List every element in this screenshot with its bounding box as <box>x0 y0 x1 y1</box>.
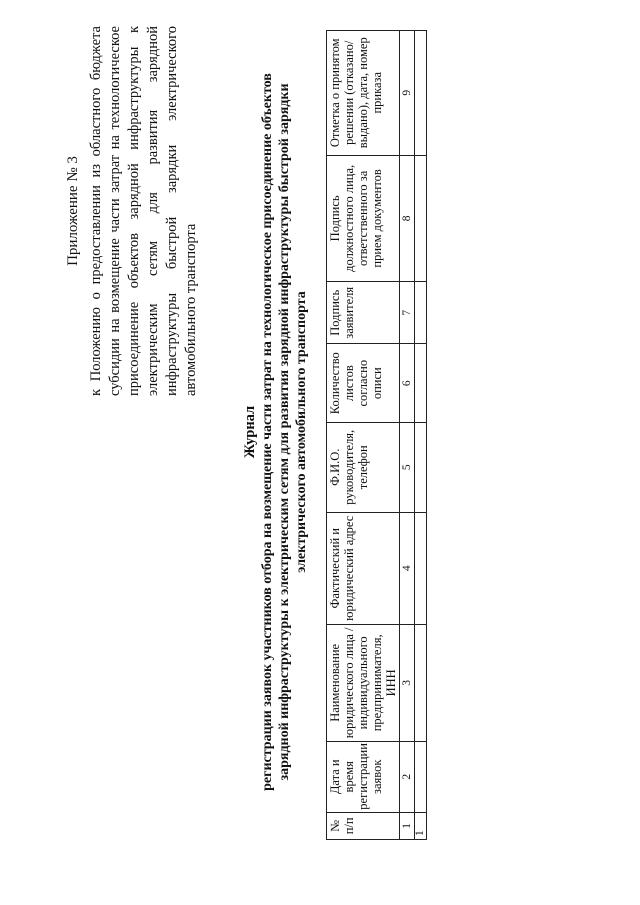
header-cell: Подпись должностного лица, ответственного за прием документов <box>327 155 400 282</box>
table-row <box>415 31 427 840</box>
table-cell <box>415 423 427 513</box>
header-cell: Фактический и юридический адрес <box>327 512 400 624</box>
journal-subtitle: регистрации заявок участников отбора на возмещение части затрат на технологическое присоединение объектов зарядной инфраструктуры к электрическим сетям для развития зарядной инфраструктуры быстрой зарядки электрического автомобильного транспорта <box>260 73 309 791</box>
column-number: 5 <box>400 423 415 513</box>
table-cell <box>415 155 427 282</box>
column-number: 3 <box>400 624 415 741</box>
header-cell: Ф.И.О. руководителя, телефон <box>327 423 400 513</box>
table-cell: 1 <box>415 812 427 839</box>
appendix-block <box>64 26 201 396</box>
header-cell: № п/п <box>327 812 400 839</box>
header-cell: Наименование юридического лица / индивидуального предпринимателя, ИНН <box>327 624 400 741</box>
header-cell: Подпись заявителя <box>327 282 400 344</box>
column-number-row <box>400 31 415 840</box>
header-row <box>327 31 400 840</box>
header-cell: Отметка о принятом решении (отказано/выдано), дата, номер приказа <box>327 31 400 156</box>
column-number: 9 <box>400 31 415 156</box>
rotated-page <box>8 2 428 872</box>
journal-title: Журнал <box>242 405 258 459</box>
header-cell: Дата и время регистрации заявок <box>327 741 400 812</box>
table-cell <box>415 512 427 624</box>
column-number: 4 <box>400 512 415 624</box>
appendix-text: к Положению о предоставлении из областного бюджета субсидии на возмещение части затрат на технологическое присоединение объектов зарядной инфраструктуры к электрическим сетям для развития зарядной инфраструктуры быстрой зарядки электрического автомобильного транспорта <box>88 26 199 396</box>
table-cell <box>415 31 427 156</box>
table-cell <box>415 344 427 423</box>
table-cell <box>415 624 427 741</box>
column-number: 6 <box>400 344 415 423</box>
journal-heading <box>242 62 310 802</box>
column-number: 8 <box>400 155 415 282</box>
table-cell <box>415 282 427 344</box>
appendix-title: Приложение № 3 <box>65 156 81 266</box>
registration-table <box>326 30 427 840</box>
header-cell: Количество листов согласно описи <box>327 344 400 423</box>
column-number: 1 <box>400 812 415 839</box>
table-cell <box>415 741 427 812</box>
column-number: 2 <box>400 741 415 812</box>
column-number: 7 <box>400 282 415 344</box>
